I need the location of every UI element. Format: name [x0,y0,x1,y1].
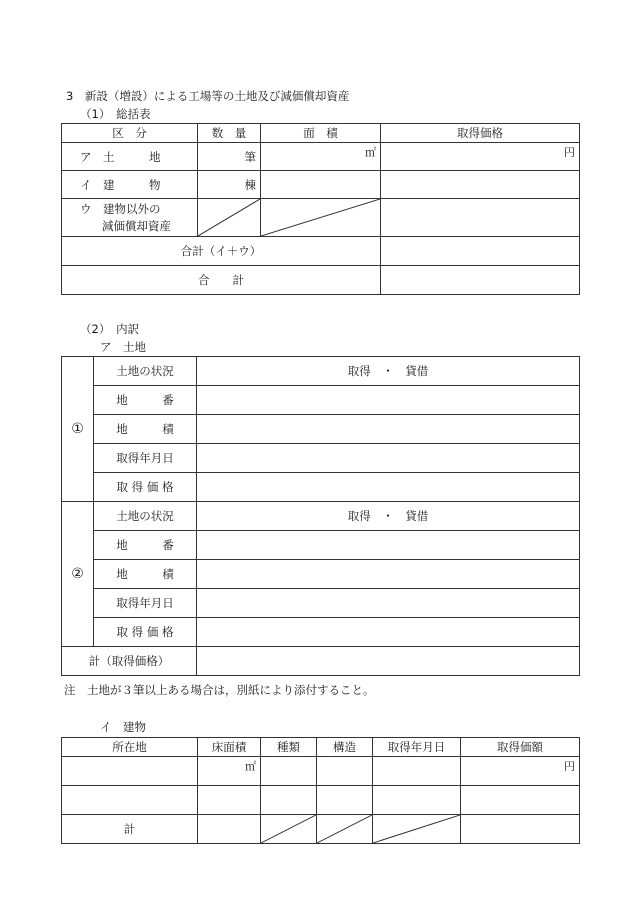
land-area-label: 地 積 [94,415,197,444]
land-area-label: 地 積 [94,560,197,589]
land-total-row [62,647,580,676]
land-2-area-row [62,560,580,589]
acquisition-price-label: 取 得 価 格 [94,473,197,502]
land-1-status-row [62,357,580,386]
building-qty-unit: 棟 [198,171,261,199]
area-unit: ㎡ [365,146,376,159]
acquisition-date-cell[interactable] [197,444,580,473]
land-1-price-row [62,473,580,502]
price-unit: 円 [564,146,575,159]
land-1-lot-row [62,386,580,415]
total-floor-area-cell[interactable] [198,815,261,844]
building-row-2 [62,786,580,815]
slashed-cell [261,815,317,844]
land-area-cell[interactable] [197,560,580,589]
acquisition-date-cell[interactable] [373,786,461,815]
building-row-1 [62,757,580,786]
land-2-lot-row [62,531,580,560]
land-note: 注 土地が３筆以上ある場合は，別紙により添付すること。 [64,683,375,697]
land-title: ア 土地 [100,340,146,354]
acquisition-price-label: 取 得 価 格 [94,618,197,647]
total-price-cell[interactable] [461,815,580,844]
land-total-label: 計（取得価格） [62,647,197,676]
floor-area-cell[interactable] [198,757,261,786]
header-area: 面 積 [261,124,381,143]
header-type: 種類 [261,738,317,757]
summary-row-land [62,143,580,171]
row-label-building: イ 建 物 [62,171,198,199]
acquisition-date-cell[interactable] [197,589,580,618]
lot-number-cell[interactable] [197,531,580,560]
land-2-status-row [62,502,580,531]
land-table [61,356,580,676]
structure-cell[interactable] [317,757,373,786]
summary-title: （1） 総括表 [80,107,151,121]
land-2-date-row [62,589,580,618]
header-structure: 構造 [317,738,373,757]
acquisition-date-label: 取得年月日 [94,589,197,618]
header-acquisition-date: 取得年月日 [373,738,461,757]
floor-area-unit: ㎡ [245,760,256,773]
floor-area-cell[interactable] [198,786,261,815]
summary-row-subtotal [62,237,580,266]
other-assets-line1: ウ 建物以外の [80,201,161,216]
acquisition-price-cell[interactable] [461,786,580,815]
land-status-value[interactable]: 取得 ・ 貸借 [197,502,580,531]
summary-row-total [62,266,580,295]
lot-number-cell[interactable] [197,386,580,415]
lot-number-label: 地 番 [94,531,197,560]
slashed-cell [373,815,461,844]
header-category: 区 分 [62,124,198,143]
land-area-cell[interactable] [261,143,381,171]
land-1-area-row [62,415,580,444]
building-price-cell[interactable] [381,171,580,199]
summary-row-building [62,171,580,199]
building-total-label: 計 [62,815,198,844]
section-heading: 3 新設（増設）による工場等の土地及び減価償却資産 [66,89,350,103]
summary-header-row [62,124,580,143]
building-header-row [62,738,580,757]
summary-row-other-assets [62,199,580,237]
type-cell[interactable] [261,786,317,815]
header-acquisition-price: 取得価額 [461,738,580,757]
acquisition-price-cell[interactable] [461,757,580,786]
location-cell[interactable] [62,757,198,786]
acquisition-date-label: 取得年月日 [94,444,197,473]
slashed-cell [198,199,261,237]
total-price-cell[interactable] [381,266,580,295]
summary-table [61,123,580,295]
building-total-row [62,815,580,844]
land-price-cell[interactable] [381,143,580,171]
land-2-marker: ② [62,502,94,647]
land-qty-unit: 筆 [198,143,261,171]
acquisition-price-cell[interactable] [197,473,580,502]
slashed-cell [261,199,381,237]
building-title: イ 建物 [100,720,146,734]
acquisition-date-cell[interactable] [373,757,461,786]
row-label-other-assets [62,199,198,237]
header-quantity: 数 量 [198,124,261,143]
land-status-label: 土地の状況 [94,357,197,386]
breakdown-title: （2） 内訳 [80,322,140,336]
land-1-date-row [62,444,580,473]
structure-cell[interactable] [317,786,373,815]
location-cell[interactable] [62,786,198,815]
other-assets-price-cell[interactable] [381,199,580,237]
subtotal-label: 合計（イ＋ウ） [62,237,381,266]
land-area-cell[interactable] [197,415,580,444]
acquisition-price-cell[interactable] [197,618,580,647]
header-price: 取得価格 [381,124,580,143]
land-status-label: 土地の状況 [94,502,197,531]
header-floor-area: 床面積 [198,738,261,757]
type-cell[interactable] [261,757,317,786]
building-area-cell[interactable] [261,171,381,199]
building-table [61,737,580,844]
other-assets-line2: 減価償却資産 [102,218,171,233]
lot-number-label: 地 番 [94,386,197,415]
slashed-cell [317,815,373,844]
row-label-land: ア 土 地 [62,143,198,171]
land-1-marker: ① [62,357,94,502]
land-2-price-row [62,618,580,647]
subtotal-price-cell[interactable] [381,237,580,266]
land-status-value[interactable]: 取得 ・ 貸借 [197,357,580,386]
price-unit: 円 [564,760,575,773]
header-location: 所在地 [62,738,198,757]
land-total-cell[interactable] [197,647,580,676]
total-label: 合 計 [62,266,381,295]
